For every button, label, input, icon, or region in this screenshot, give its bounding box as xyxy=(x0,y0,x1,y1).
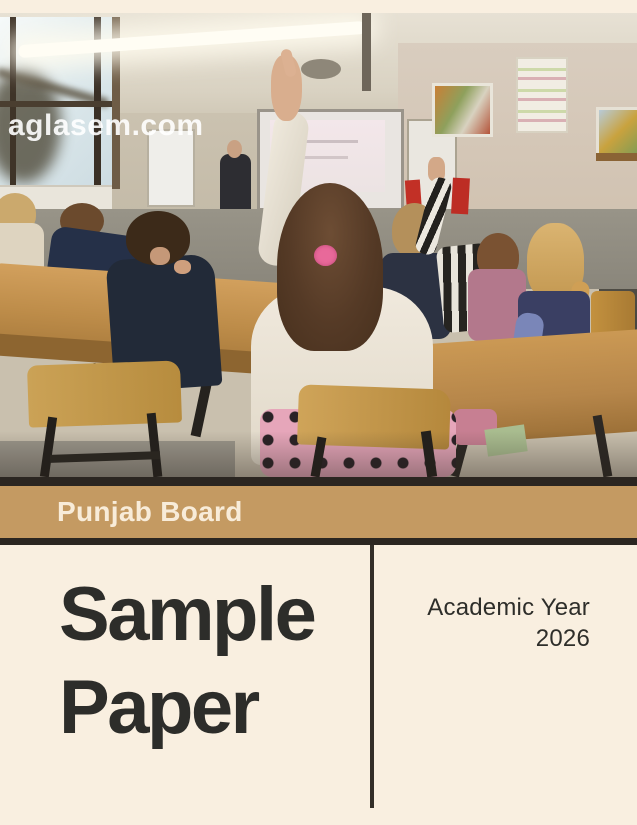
academic-year-value: 2026 xyxy=(535,625,590,652)
projector xyxy=(301,59,341,79)
academic-year xyxy=(427,592,590,654)
page-title xyxy=(59,568,314,754)
teacher-head xyxy=(227,140,242,158)
red-folder xyxy=(451,178,470,215)
classroom-photo xyxy=(0,13,637,477)
window-frame xyxy=(0,101,118,107)
title-line-1: Sample xyxy=(59,572,315,657)
photo-shadow xyxy=(0,431,637,477)
student-face xyxy=(150,247,170,265)
wall-poster xyxy=(596,107,637,157)
pink-scrunchie xyxy=(314,245,337,266)
divider-rule-mid xyxy=(0,538,637,545)
main-student-hair xyxy=(277,183,383,351)
wall-poster xyxy=(432,83,493,137)
board-band xyxy=(0,486,637,538)
watermark: aglasem.com xyxy=(8,109,204,142)
vertical-divider xyxy=(370,545,374,808)
wall-chart xyxy=(516,57,568,133)
board-name: Punjab Board xyxy=(57,496,243,527)
title-line-2: Paper xyxy=(59,665,258,750)
wall-shelf xyxy=(596,153,637,161)
divider-rule-top xyxy=(0,477,637,486)
academic-year-label: Academic Year xyxy=(427,594,590,621)
projector-pole xyxy=(362,13,371,91)
student-hand xyxy=(174,260,191,274)
